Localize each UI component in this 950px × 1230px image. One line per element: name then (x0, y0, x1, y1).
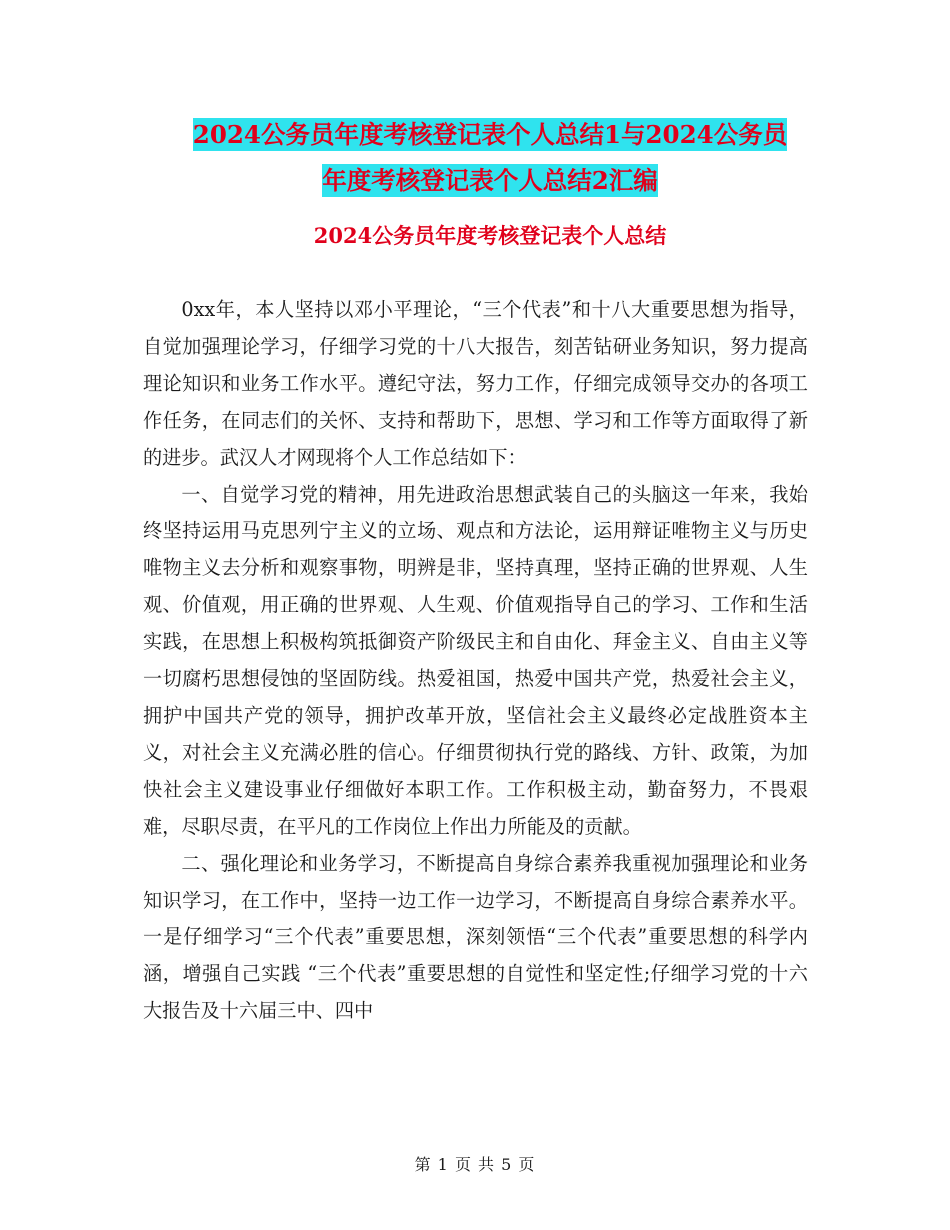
title-line-2: 年度考核登记表个人总结2汇编 (322, 166, 658, 195)
paragraph-two: 二、强化理论和业务学习，不断提高自身综合素养我重视加强理论和业务知识学习，在工作中，坚持一边工作一边学习，不断提高自身综合素养水平。一是仔细学习“三个代表”重要思想，深刻领悟“三个代表”重要思想的科学内涵，增强自己实践 “三个代表”重要思想的自觉性和坚定性;仔细学习党的十六大报告及十六届三中、四中 (143, 851, 808, 1023)
document-body (143, 292, 808, 1030)
paragraph-one: 一、自觉学习党的精神，用先进政治思想武装自己的头脑这一年来，我始终坚持运用马克思列宁主义的立场、观点和方法论，运用辩证唯物主义与历史唯物主义去分析和观察事物，明辨是非，坚持真理，坚持正确的世界观、人生观、价值观，用正确的世界观、人生观、价值观指导自己的学习、工作和生活实践，在思想上积极构筑抵御资产阶级民主和自由化、拜金主义、自由主义等一切腐朽思想侵蚀的坚固防线。热爱祖国，热爱中国共产党，热爱社会主义，拥护中国共产党的领导，拥护改革开放，坚信社会主义最终必定战胜资本主义，对社会主义充满必胜的信心。仔细贯彻执行党的路线、方针、政策，为加快社会主义建设事业仔细做好本职工作。工作积极主动，勤奋努力，不畏艰难，尽职尽责，在平凡的工作岗位上作出力所能及的贡献。 (143, 482, 808, 838)
page-footer: 第 1 页 共 5 页 (414, 1155, 536, 1174)
document-title (140, 112, 840, 204)
section-title: 2024公务员年度考核登记表个人总结 (313, 223, 667, 248)
title-line-1: 2024公务员年度考核登记表个人总结1与2024公务员 (192, 120, 788, 149)
paragraph-intro: 0xx年，本人坚持以邓小平理论，“三个代表”和十八大重要思想为指导，自觉加强理论学习，仔细学习党的十八大报告，刻苦钻研业务知识，努力提高理论知识和业务工作水平。遵纪守法，努力工作，仔细完成领导交办的各项工作任务，在同志们的关怀、支持和帮助下，思想、学习和工作等方面取得了新的进步。武汉人才网现将个人工作总结如下： (143, 298, 808, 469)
